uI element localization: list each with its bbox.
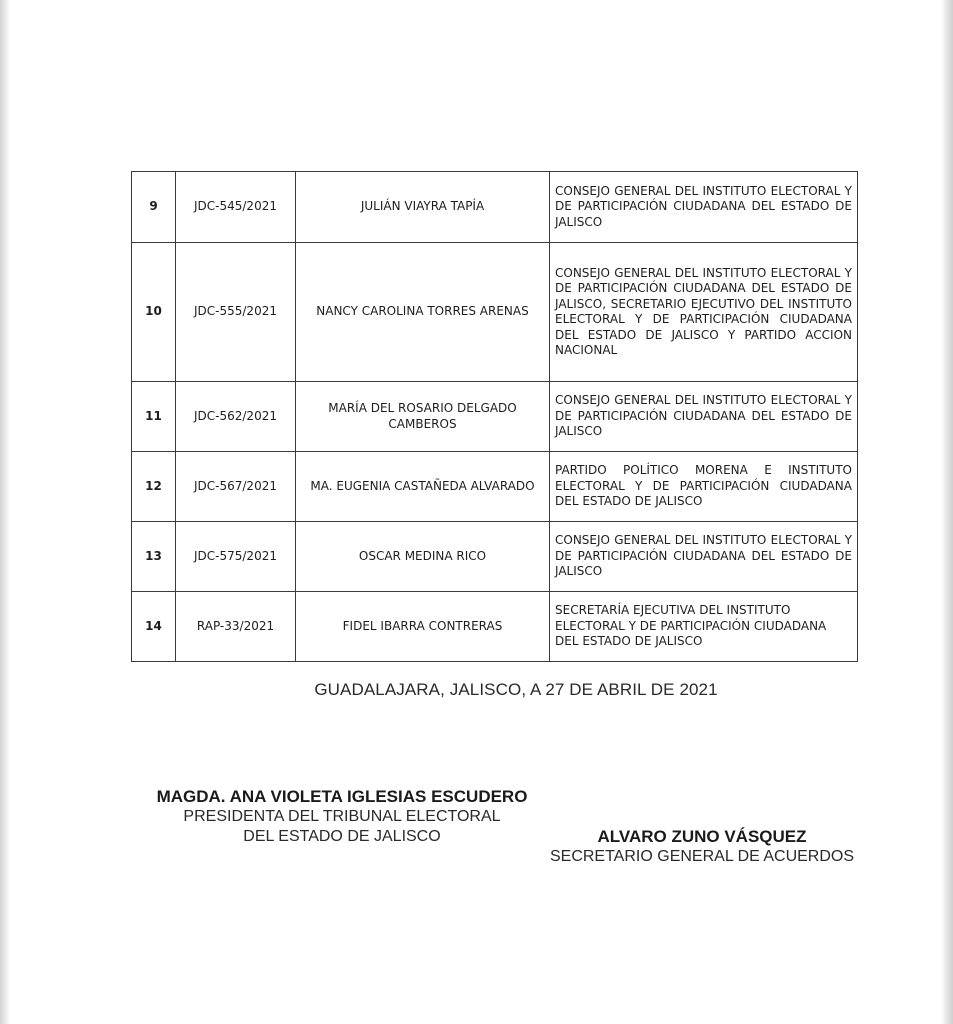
signatory-title: PRESIDENTA DEL TRIBUNAL ELECTORAL xyxy=(183,808,501,825)
case-file: JDC-562/2021 xyxy=(176,382,296,452)
signatory-name: ALVARO ZUNO VÁSQUEZ xyxy=(597,827,807,846)
case-file: JDC-555/2021 xyxy=(176,243,296,382)
row-number: 9 xyxy=(132,172,176,243)
place-and-date: GUADALAJARA, JALISCO, A 27 DE ABRIL DE 2021 xyxy=(314,680,718,699)
case-file: JDC-545/2021 xyxy=(176,172,296,243)
signature-block-secretary xyxy=(524,827,880,867)
plaintiff-name: MARÍA DEL ROSARIO DELGADO CAMBEROS xyxy=(296,382,550,452)
signatory-title: DEL ESTADO DE JALISCO xyxy=(243,828,441,845)
row-number: 10 xyxy=(132,243,176,382)
table-row xyxy=(132,592,858,662)
row-number: 13 xyxy=(132,522,176,592)
row-number: 11 xyxy=(132,382,176,452)
plaintiff-name: FIDEL IBARRA CONTRERAS xyxy=(296,592,550,662)
case-file: JDC-567/2021 xyxy=(176,452,296,522)
signatory-title: SECRETARIO GENERAL DE ACUERDOS xyxy=(549,848,855,865)
table-row xyxy=(132,452,858,522)
responsible-authority: CONSEJO GENERAL DEL INSTITUTO ELECTORAL Y DE PARTICIPACIÓN CIUDADANA DEL ESTADO DE JALISCO xyxy=(550,382,858,452)
table-row xyxy=(132,243,858,382)
page-shadow-left xyxy=(0,0,10,1024)
row-number: 14 xyxy=(132,592,176,662)
table-row xyxy=(132,382,858,452)
responsible-authority: CONSEJO GENERAL DEL INSTITUTO ELECTORAL Y DE PARTICIPACIÓN CIUDADANA DEL ESTADO DE JALISCO xyxy=(550,172,858,243)
signatory-name: MAGDA. ANA VIOLETA IGLESIAS ESCUDERO xyxy=(156,787,528,806)
plaintiff-name: OSCAR MEDINA RICO xyxy=(296,522,550,592)
case-file: JDC-575/2021 xyxy=(176,522,296,592)
table-row xyxy=(132,172,858,243)
table-row xyxy=(132,522,858,592)
plaintiff-name: NANCY CAROLINA TORRES ARENAS xyxy=(296,243,550,382)
case-file: RAP-33/2021 xyxy=(176,592,296,662)
page-shadow-right xyxy=(941,0,953,1024)
signature-block-president xyxy=(120,787,564,847)
responsible-authority: CONSEJO GENERAL DEL INSTITUTO ELECTORAL Y DE PARTICIPACIÓN CIUDADANA DEL ESTADO DE JALISCO, SECRETARIO EJECUTIVO DEL INSTITUTO ELECTORAL Y DE PARTICIPACIÓN CIUDADANA DEL ESTADO DE JALISCO Y PARTIDO ACCION NACIONAL xyxy=(550,243,858,382)
responsible-authority: SECRETARÍA EJECUTIVA DEL INSTITUTO ELECTORAL Y DE PARTICIPACIÓN CIUDADANA DEL ESTADO DE JALISCO xyxy=(550,592,858,662)
responsible-authority: CONSEJO GENERAL DEL INSTITUTO ELECTORAL Y DE PARTICIPACIÓN CIUDADANA DEL ESTADO DE JALISCO xyxy=(550,522,858,592)
plaintiff-name: MA. EUGENIA CASTAÑEDA ALVARADO xyxy=(296,452,550,522)
plaintiff-name: JULIÁN VIAYRA TAPÍA xyxy=(296,172,550,243)
cases-table xyxy=(131,171,858,662)
responsible-authority: PARTIDO POLÍTICO MORENA E INSTITUTO ELECTORAL Y DE PARTICIPACIÓN CIUDADANA DEL ESTADO DE JALISCO xyxy=(550,452,858,522)
row-number: 12 xyxy=(132,452,176,522)
